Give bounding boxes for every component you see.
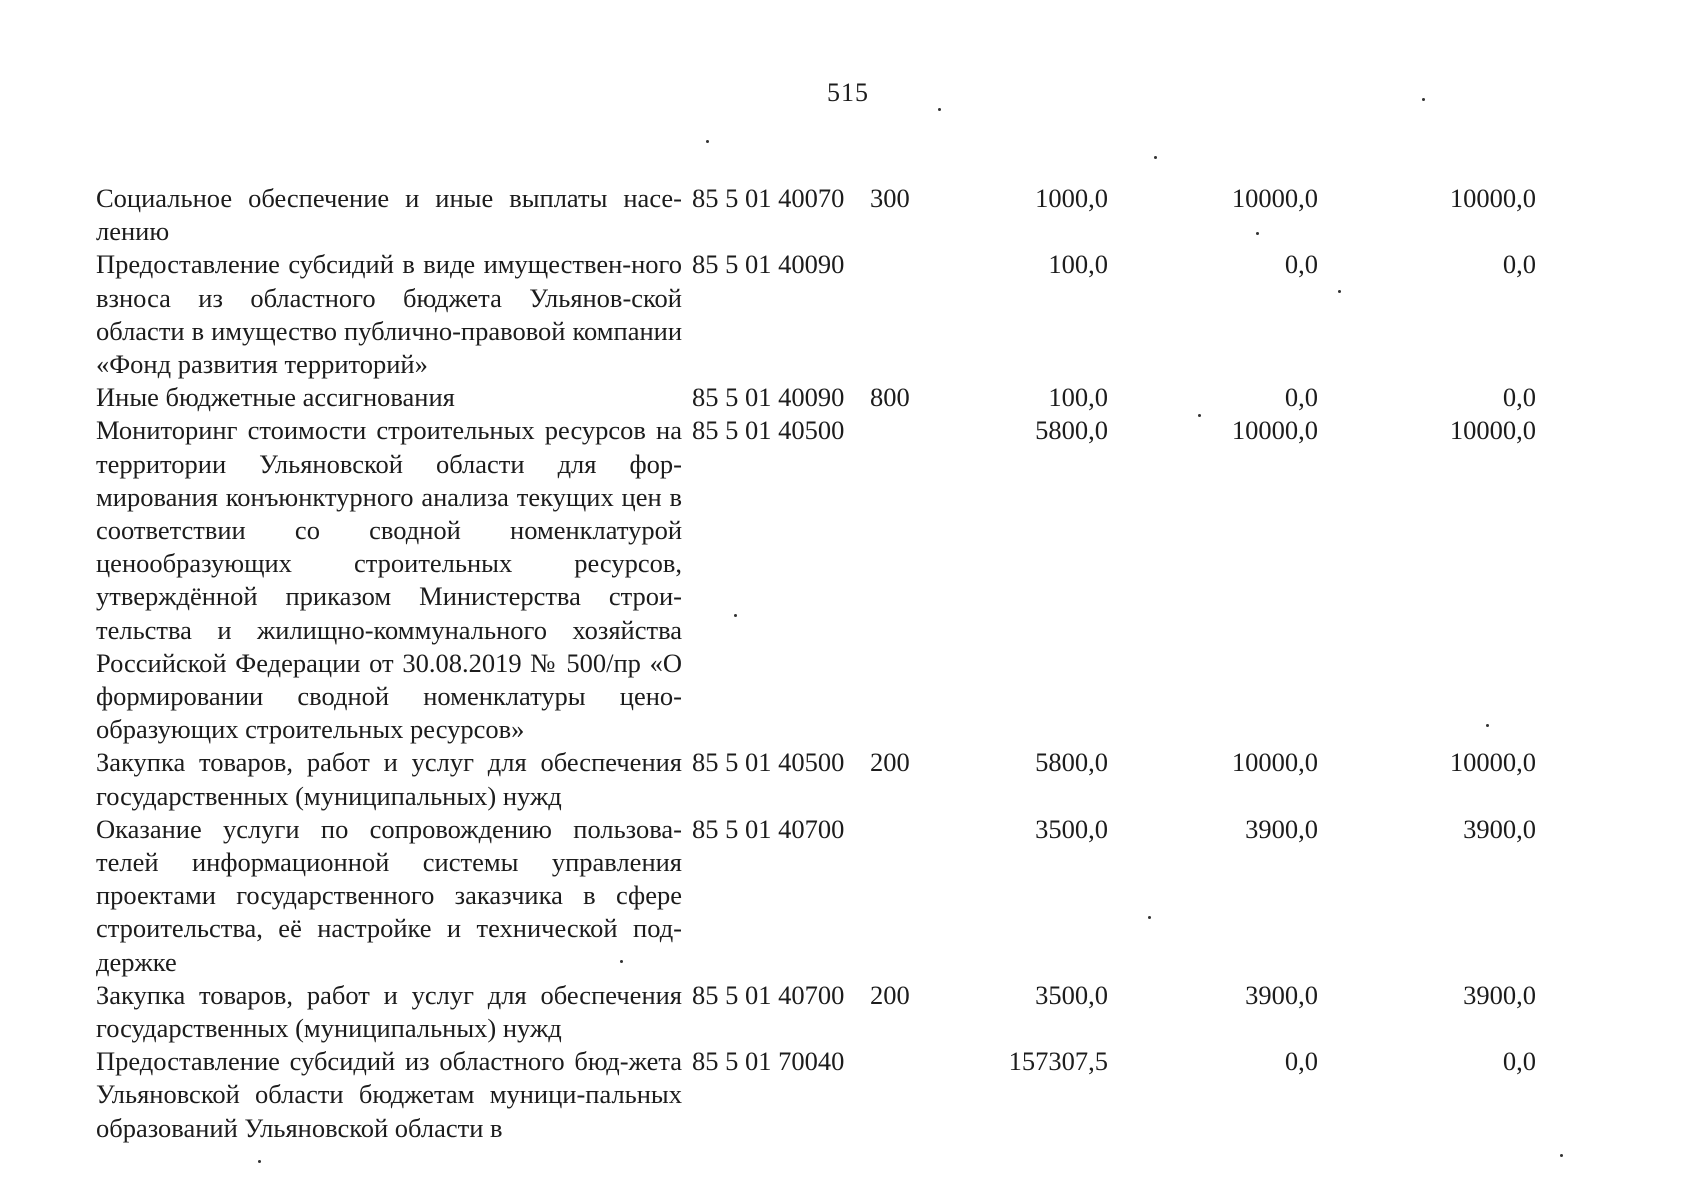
table-row xyxy=(96,746,1556,812)
row-amount-year-2: 10000,0 xyxy=(1231,183,1318,213)
row-amount-year-1: 100,0 xyxy=(1048,249,1108,280)
row-expense-type: 800 xyxy=(870,382,910,413)
scan-speck xyxy=(1338,290,1341,293)
row-target-code: 85 5 01 40500 xyxy=(692,415,845,446)
scan-speck xyxy=(1422,98,1425,101)
row-amount-year-2: 0,0 xyxy=(1284,1046,1318,1077)
table-row xyxy=(96,381,1556,414)
row-amount-year-3: 3900,0 xyxy=(1463,979,1536,1010)
scan-speck xyxy=(1486,724,1489,727)
table-row xyxy=(96,182,1556,248)
row-expense-type: 200 xyxy=(870,979,910,1010)
budget-table xyxy=(96,182,1556,1145)
table-row xyxy=(96,414,1556,746)
table-row xyxy=(96,248,1556,381)
row-target-code: 85 5 01 40070 xyxy=(692,183,845,213)
row-description: Закупка товаров, работ и услуг для обеспечения государственных (муниципальных) нужд xyxy=(96,979,682,1044)
scan-speck xyxy=(706,140,709,143)
row-description: Закупка товаров, работ и услуг для обеспечения государственных (муниципальных) нужд xyxy=(96,747,682,811)
scan-speck xyxy=(938,108,941,111)
row-description: Предоставление субсидий из областного бюд-жета Ульяновской области бюджетам муници-пальных образований Ульяновской области в xyxy=(96,1046,682,1143)
table-row xyxy=(96,813,1556,979)
row-target-code: 85 5 01 40700 xyxy=(692,979,845,1010)
scan-speck xyxy=(1198,414,1201,417)
row-amount-year-3: 10000,0 xyxy=(1449,183,1536,213)
scan-speck xyxy=(620,960,623,963)
row-amount-year-1: 157307,5 xyxy=(1008,1046,1108,1077)
row-amount-year-1: 5800,0 xyxy=(1035,747,1108,778)
row-amount-year-1: 3500,0 xyxy=(1035,813,1108,844)
row-amount-year-3: 0,0 xyxy=(1502,249,1536,280)
row-target-code: 85 5 01 70040 xyxy=(692,1046,845,1077)
row-amount-year-3: 3900,0 xyxy=(1463,813,1536,844)
row-amount-year-3: 0,0 xyxy=(1502,1046,1536,1077)
table-row xyxy=(96,979,1556,1045)
row-description: Мониторинг стоимости строительных ресурсов на территории Ульяновской области для фор-мирования конъюнктурного анализа текущих цен в соответствии со сводной номенклатурой ценообразующих строительных ресурсов, утверждённой приказом Министерства строи-тельства и жилищно-коммунального хозяйства Российской Федерации от 30.08.2019 № 500/пр «О формировании сводной номенклатуры цено-образующих строительных ресурсов» xyxy=(96,415,682,745)
row-description: Иные бюджетные ассигнования xyxy=(96,382,455,413)
row-amount-year-1: 100,0 xyxy=(1048,382,1108,413)
row-amount-year-1: 5800,0 xyxy=(1035,415,1108,446)
row-expense-type: 200 xyxy=(870,747,910,778)
row-amount-year-2: 10000,0 xyxy=(1231,415,1318,446)
row-target-code: 85 5 01 40500 xyxy=(692,747,845,778)
row-target-code: 85 5 01 40700 xyxy=(692,813,845,844)
row-description: Оказание услуги по сопровождению пользова-телей информационной системы управления проектами государственного заказчика в сфере строительства, её настройке и технической под-держке xyxy=(96,813,682,977)
row-description: Социальное обеспечение и иные выплаты насе-лению xyxy=(96,183,682,247)
row-description: Предоставление субсидий в виде имуществен-ного взноса из областного бюджета Ульянов-ской области в имущество публично-правовой компании «Фонд развития территорий» xyxy=(96,249,682,380)
row-amount-year-2: 0,0 xyxy=(1284,382,1318,413)
row-amount-year-2: 3900,0 xyxy=(1245,813,1318,844)
scan-speck xyxy=(1154,156,1157,159)
scan-speck xyxy=(1148,916,1151,919)
scan-speck xyxy=(1256,232,1259,235)
row-amount-year-3: 10000,0 xyxy=(1449,747,1536,778)
row-amount-year-1: 1000,0 xyxy=(1035,183,1108,213)
row-amount-year-3: 10000,0 xyxy=(1449,415,1536,446)
scan-speck xyxy=(734,614,737,617)
row-expense-type: 300 xyxy=(870,183,910,213)
row-amount-year-1: 3500,0 xyxy=(1035,979,1108,1010)
row-amount-year-2: 3900,0 xyxy=(1245,979,1318,1010)
scan-speck xyxy=(258,1160,261,1163)
row-amount-year-2: 0,0 xyxy=(1284,249,1318,280)
page-number: 515 xyxy=(827,78,869,107)
scan-speck xyxy=(1560,1154,1563,1157)
row-target-code: 85 5 01 40090 xyxy=(692,382,845,413)
table-row xyxy=(96,1045,1556,1145)
row-target-code: 85 5 01 40090 xyxy=(692,249,845,280)
row-amount-year-3: 0,0 xyxy=(1502,382,1536,413)
row-amount-year-2: 10000,0 xyxy=(1231,747,1318,778)
